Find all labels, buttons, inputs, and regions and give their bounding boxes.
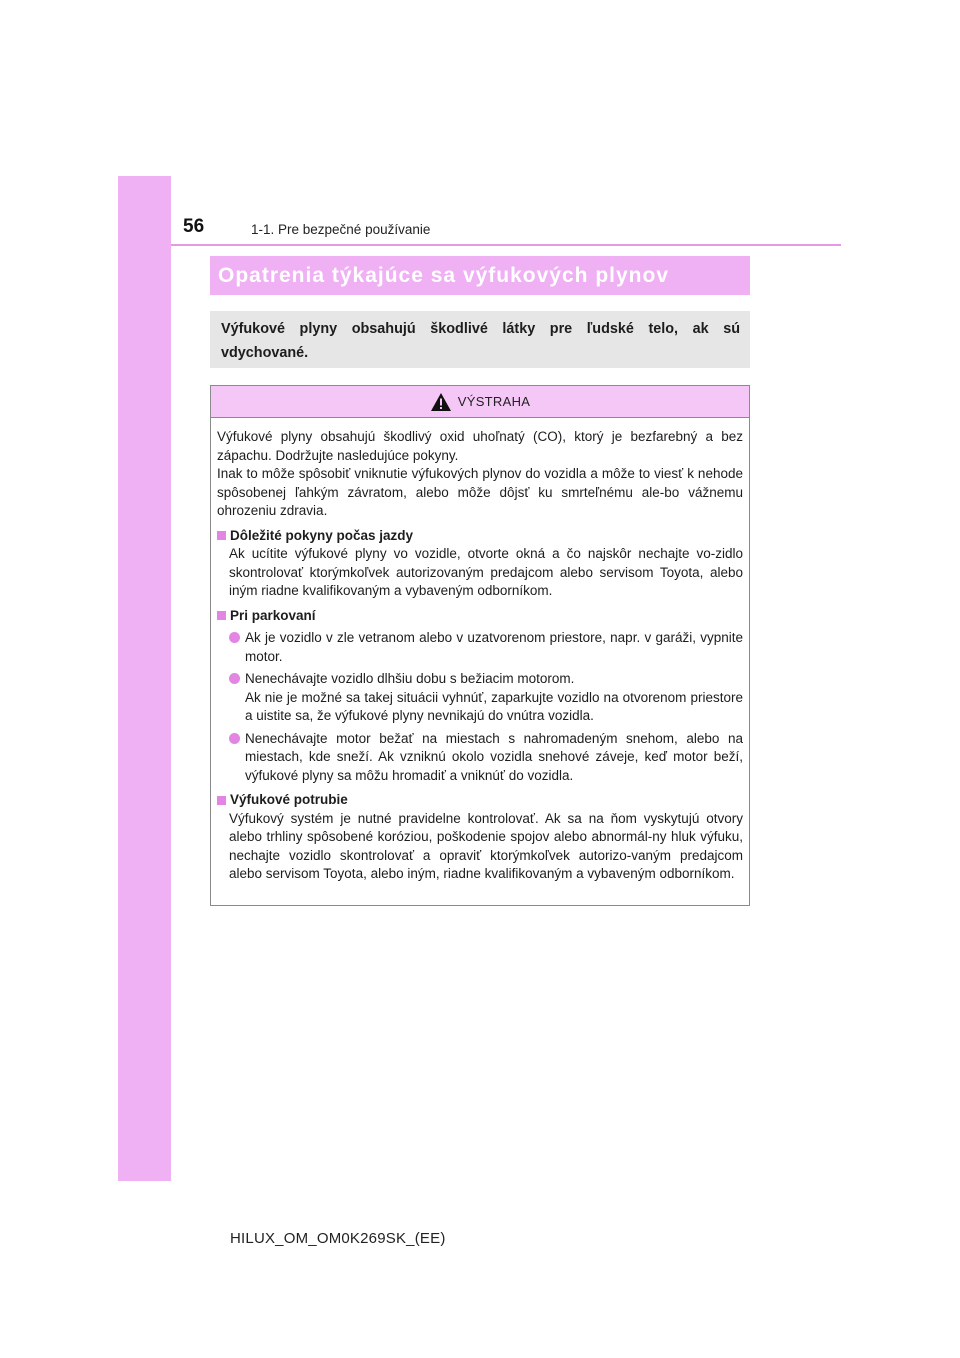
bullet-text: Nenechávajte motor bežať na miestach s nahromadeným snehom, alebo na miestach, kde sneží. Ak vzniknú okolo vozidla snehové záveje, keď motor beží, výfukové plyny sa môžu hromadiť a vniknúť do vozidla. xyxy=(245,730,743,783)
round-bullet-icon xyxy=(229,673,240,684)
page-title: Opatrenia týkajúce sa výfukových plynov xyxy=(218,263,670,287)
page-title-bar xyxy=(210,256,750,295)
warning-paragraph-1: Výfukové plyny obsahujú škodlivý oxid uhoľnatý (CO), ktorý je bezfarebný a bez zápachu. Dodržujte nasledujúce pokyny. xyxy=(217,429,743,463)
warning-label: VÝSTRAHA xyxy=(457,394,531,409)
warning-box xyxy=(210,385,750,906)
warning-paragraph-2: Inak to môže spôsobiť vniknutie výfukových plynov do vozidla a môže to viesť k nehode spôsobenej ľahkým závratom, alebo môže dôjsť ku smrteľnému ale-bo vážnemu ohrozeniu zdravia. xyxy=(217,466,743,518)
section-heading-parking xyxy=(217,607,743,626)
section-heading-text: Dôležité pokyny počas jazdy xyxy=(230,527,414,543)
section-text-driving: Ak ucítite výfukové plyny vo vozidle, otvorte okná a čo najskôr nechajte vo-zidlo skontrolovať ktorýmkoľvek autorizovaným predajcom alebo servisom Toyota, alebo iným riadne kvalifikovaným a vybaveným odborníkom. xyxy=(229,546,743,598)
section-heading-text: Výfukové potrubie xyxy=(230,792,348,807)
bullet-text-continued: Ak nie je možné sa takej situácii vyhnúť, zaparkujte vozidlo na otvorenom priestore a uistite sa, že výfukové plyny nevnikajú do vnútra vozidla. xyxy=(245,689,743,723)
parking-bullet-1 xyxy=(217,629,743,666)
warning-header xyxy=(211,386,749,418)
header-divider xyxy=(171,244,841,246)
parking-bullet-2 xyxy=(217,670,743,726)
round-bullet-icon xyxy=(229,733,240,744)
bullet-text: Nenechávajte vozidlo dlhšiu dobu s bežiacim motorom. xyxy=(245,671,575,686)
square-bullet-icon xyxy=(217,611,226,620)
round-bullet-icon xyxy=(229,632,240,643)
chapter-side-tab xyxy=(118,176,171,1181)
bullet-text: Ak je vozidlo v zle vetranom alebo v uzatvorenom priestore, napr. v garáži, vypnite motor. xyxy=(245,630,743,664)
parking-bullet-3 xyxy=(217,730,743,786)
warning-triangle-icon xyxy=(430,392,452,412)
page-number: 56 xyxy=(183,216,205,237)
section-heading-text: Pri parkovaní xyxy=(230,607,316,623)
warning-body xyxy=(211,418,749,884)
square-bullet-icon xyxy=(217,531,226,540)
intro-box xyxy=(210,311,750,368)
square-bullet-icon xyxy=(217,796,226,805)
section-heading-exhaust-pipe xyxy=(217,791,743,810)
section-text-exhaust-pipe: Výfukový systém je nutné pravidelne kontrolovať. Ak sa na ňom vyskytujú otvory alebo trhliny spôsobené koróziou, poškodenie spojov alebo abnormál-ny hluk výfuku, nechajte vozidlo skontrolovať a opraviť ktorýmkoľvek autorizo-vaným predajcom alebo servisom Toyota, alebo iným, riadne kvalifikovaným a vybaveným odborníkom. xyxy=(229,810,743,881)
section-title: 1-1. Pre bezpečné používanie xyxy=(251,222,431,237)
section-heading-driving xyxy=(217,527,743,546)
intro-text: Výfukové plyny obsahujú škodlivé látky pre ľudské telo, ak sú vdychované. xyxy=(221,321,740,361)
document-footer-code: HILUX_OM_OM0K269SK_(EE) xyxy=(230,1230,446,1247)
